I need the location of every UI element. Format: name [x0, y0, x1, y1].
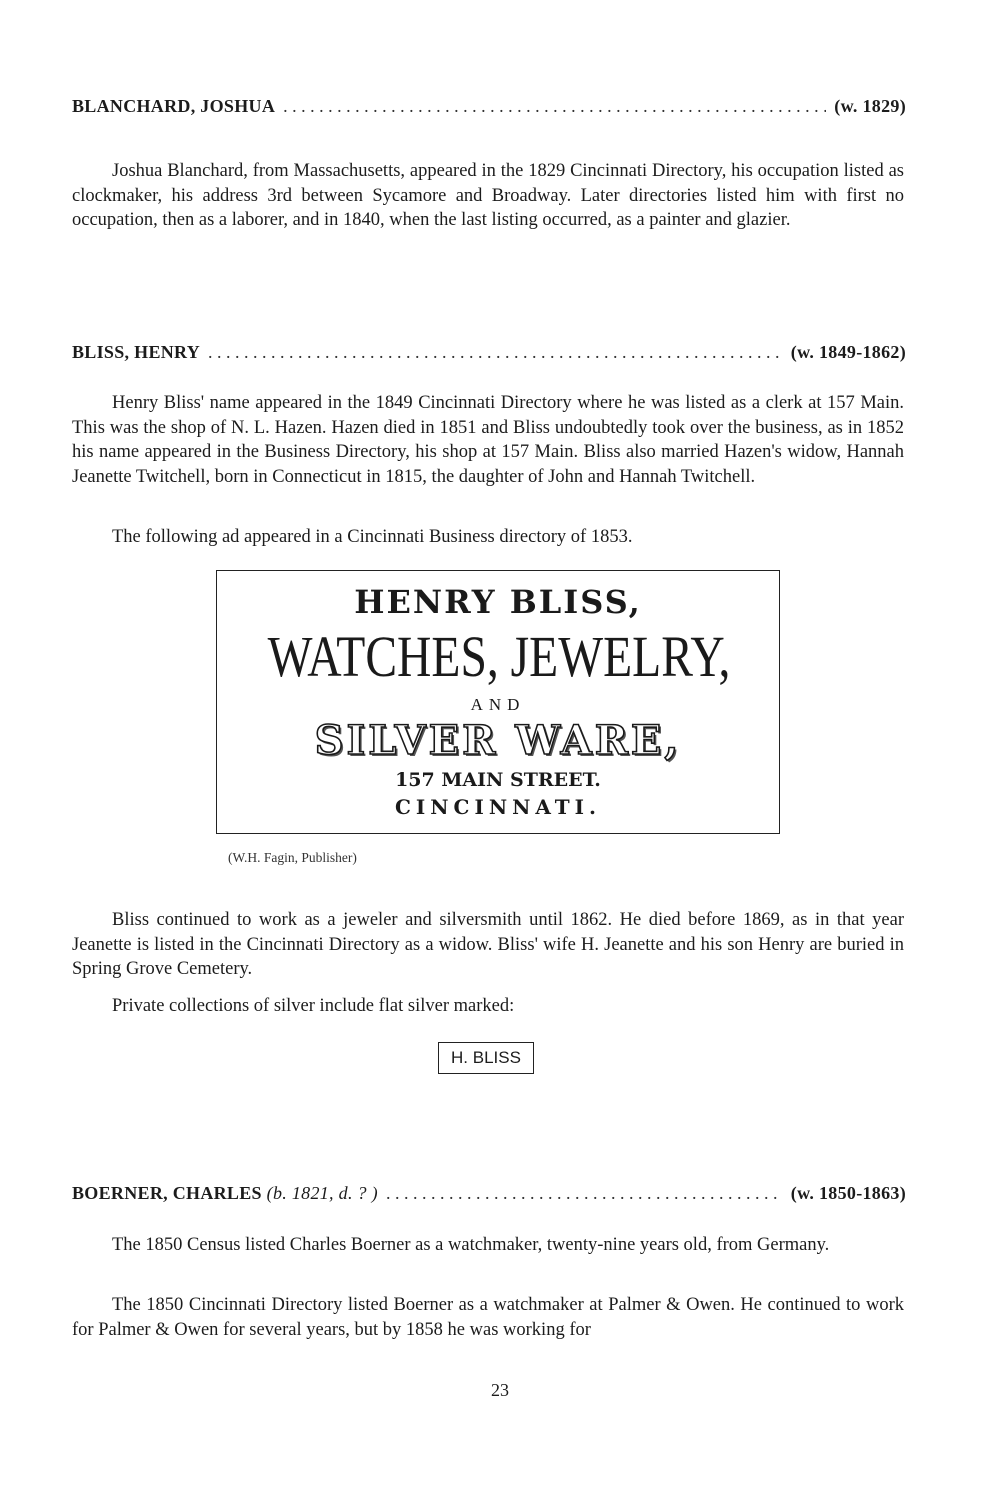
dot-leader — [283, 96, 826, 117]
paragraph: Joshua Blanchard, from Massachusetts, appeared in the 1829 Cincinnati Directory, his occupation listed as clockmaker, his address 3rd between Sycamore and Broadway. Later directories listed him with first no occupation, then as a laborer, and in 1840, when the last listing occurred, as a painter and glazier. — [72, 161, 904, 230]
paragraph: The following ad appeared in a Cincinnati Business directory of 1853. — [112, 527, 633, 547]
ad-line-name: HENRY BLISS, — [354, 583, 642, 621]
ad-line-watches: WATCHES, JEWELRY, — [267, 624, 731, 689]
paragraph: Bliss continued to work as a jeweler and silversmith until 1862. He died before 1869, as in that year Jeanette is listed in the Cincinnati Directory as a widow. Bliss' wife H. Jeanette and his son Henry are buried in Spring Grove Cemetery. — [72, 910, 904, 979]
entry-name: BLANCHARD, JOSHUA — [72, 96, 276, 116]
entry-name — [72, 1183, 378, 1204]
dot-leader — [208, 342, 783, 363]
paragraph: Henry Bliss' name appeared in the 1849 Cincinnati Directory where he was listed as a clerk at 157 Main. This was the shop of N. L. Hazen. Hazen died in 1851 and Bliss undoubtedly took over the business, as in 1852 his name appeared in the Business Directory, his shop at 157 Main. Bliss also married Hazen's widow, Hannah Jeanette Twitchell, born in Connecticut in 1815, the daughter of John and Hannah Twitchell. — [72, 393, 904, 487]
maker-mark: H. BLISS — [438, 1042, 534, 1074]
dot-leader — [386, 1183, 783, 1204]
paragraph: Private collections of silver include flat silver marked: — [112, 996, 515, 1016]
entry-dates: (w. 1829) — [834, 96, 906, 116]
entry-heading-bliss — [72, 342, 906, 363]
advertisement-henry-bliss — [216, 570, 780, 834]
page-number: 23 — [491, 1380, 509, 1400]
entry-dates: (w. 1849-1862) — [790, 342, 906, 362]
entry-lifespan: (b. 1821, d. ? ) — [266, 1183, 378, 1203]
paragraph: The 1850 Census listed Charles Boerner as a watchmaker, twenty-nine years old, from Germany. — [112, 1235, 830, 1255]
entry-name-text: BOERNER, CHARLES — [72, 1183, 262, 1203]
ad-line-address: 157 MAIN STREET. — [395, 769, 601, 791]
entry-heading-blanchard — [72, 96, 906, 117]
entry-heading-boerner — [72, 1183, 906, 1204]
ad-line-silver: SILVER WARE, — [314, 717, 682, 764]
ad-line-city: CINCINNATI. — [394, 795, 601, 819]
paragraph: The 1850 Cincinnati Directory listed Boerner as a watchmaker at Palmer & Owen. He continued to work for Palmer & Owen for several years, but by 1858 he was working for — [72, 1295, 904, 1340]
entry-dates: (w. 1850-1863) — [790, 1183, 906, 1203]
ad-caption: (W.H. Fagin, Publisher) — [228, 850, 357, 865]
ad-line-and: AND — [470, 695, 526, 714]
entry-name: BLISS, HENRY — [72, 342, 201, 362]
